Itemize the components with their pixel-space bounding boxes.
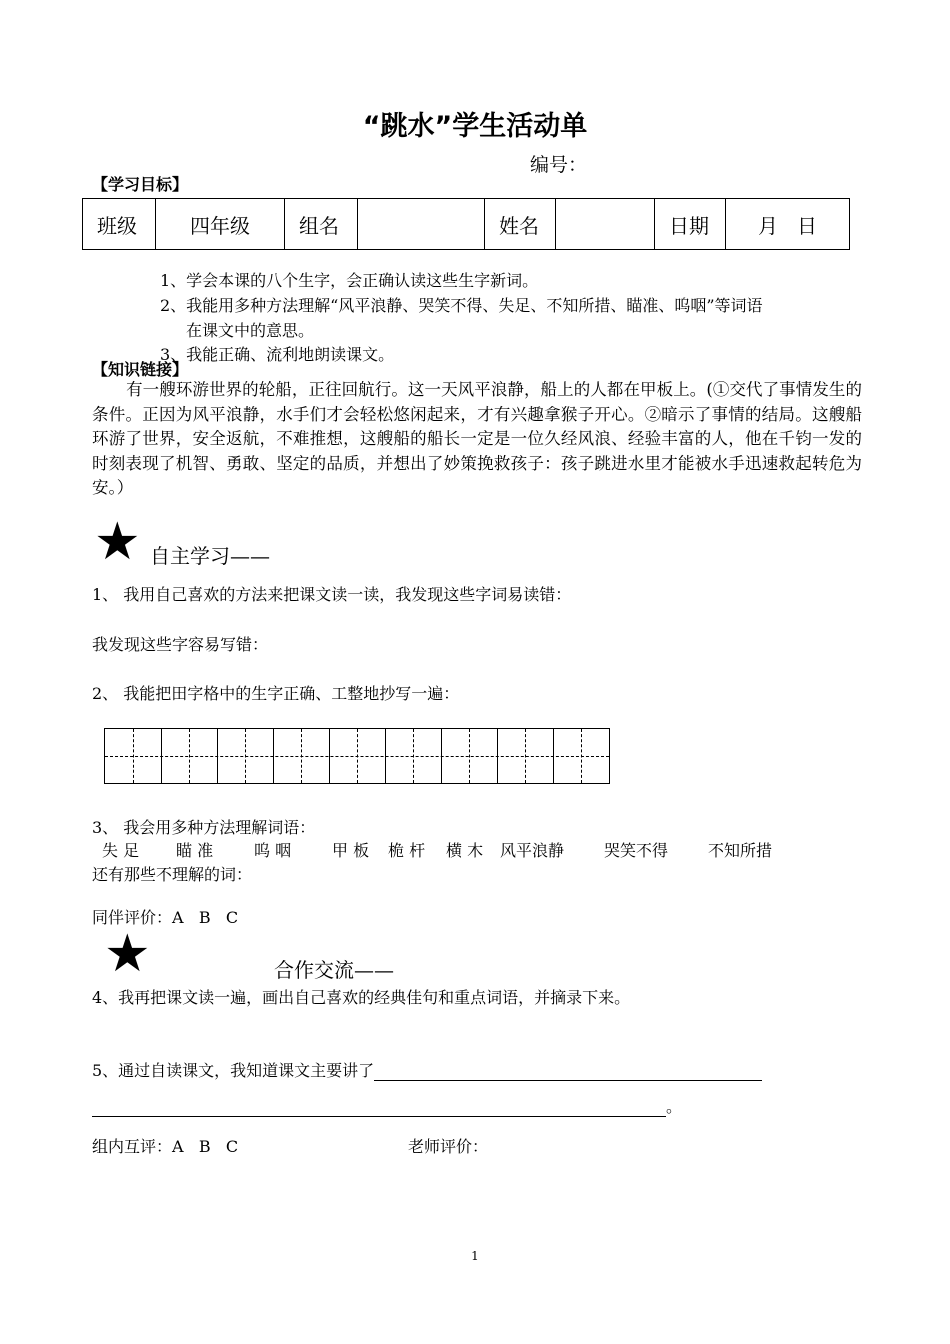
grid-line bbox=[497, 729, 498, 783]
grid-line bbox=[525, 729, 526, 783]
grid-line bbox=[133, 729, 134, 783]
info-table bbox=[82, 198, 850, 250]
knowledge-heading: 【知识链接】 bbox=[92, 360, 189, 379]
question-5-end: 。 bbox=[666, 1097, 683, 1116]
word-4: 甲 板 bbox=[332, 841, 370, 860]
grid-line bbox=[553, 729, 554, 783]
grid-line bbox=[413, 729, 414, 783]
group-evaluation: 组内互评：A B C bbox=[92, 1137, 239, 1156]
date-label: 日期 bbox=[655, 199, 726, 250]
self-study-heading: 自主学习—— bbox=[150, 544, 270, 568]
date-value-field[interactable]: 月 日 bbox=[726, 199, 850, 250]
word-2: 瞄 准 bbox=[176, 841, 214, 860]
word-1: 失 足 bbox=[102, 841, 140, 860]
question-4: 4、我再把课文读一遍，画出自己喜欢的经典佳句和重点词语，并摘录下来。 bbox=[92, 988, 631, 1007]
page-number: 1 bbox=[471, 1249, 479, 1263]
grid-line bbox=[273, 729, 274, 783]
grid-line bbox=[245, 729, 246, 783]
tianzige-grid[interactable] bbox=[104, 728, 610, 784]
grid-line bbox=[385, 729, 386, 783]
grid-line bbox=[469, 729, 470, 783]
class-label: 班级 bbox=[83, 199, 156, 250]
question-1: 1、 我用自己喜欢的方法来把课文读一读，我发现这些字词易读错： bbox=[92, 585, 572, 604]
goals-heading: 【学习目标】 bbox=[92, 175, 189, 194]
question-5-text: 5、通过自读课文，我知道课文主要讲了 bbox=[92, 1061, 375, 1080]
star-icon: ★ bbox=[94, 512, 141, 572]
peer-evaluation: 同伴评价：A B C bbox=[92, 908, 239, 927]
grid-line bbox=[441, 729, 442, 783]
goal-item-3: 3、我能正确、流利地朗读课文。 bbox=[160, 345, 395, 364]
word-8: 哭笑不得 bbox=[604, 841, 669, 860]
star-icon: ★ bbox=[104, 924, 151, 984]
question-5 bbox=[92, 1058, 762, 1081]
grid-line bbox=[161, 729, 162, 783]
grid-line bbox=[217, 729, 218, 783]
class-value: 四年级 bbox=[156, 199, 285, 250]
group-label: 组名 bbox=[285, 199, 358, 250]
name-label: 姓名 bbox=[485, 199, 556, 250]
cooperation-heading: 合作交流—— bbox=[274, 958, 394, 982]
goal-item-2-cont: 在课文中的意思。 bbox=[186, 321, 315, 340]
teacher-evaluation: 老师评价： bbox=[408, 1137, 489, 1156]
goal-item-2: 2、我能用多种方法理解“风平浪静、哭笑不得、失足、不知所措、瞄准、呜咽”等词语 bbox=[160, 296, 763, 315]
question-5-cont bbox=[92, 1094, 682, 1117]
question-3b: 还有那些不理解的词： bbox=[92, 865, 253, 884]
grid-line bbox=[189, 729, 190, 783]
grid-line bbox=[357, 729, 358, 783]
name-value-field[interactable] bbox=[556, 199, 655, 250]
word-9: 不知所措 bbox=[708, 841, 773, 860]
question-3: 3、 我会用多种方法理解词语： bbox=[92, 818, 316, 837]
word-7: 风平浪静 bbox=[500, 841, 565, 860]
question-1b: 我发现这些字容易写错： bbox=[92, 635, 269, 654]
answer-line-1[interactable] bbox=[374, 1062, 762, 1081]
question-2: 2、 我能把田字格中的生字正确、工整地抄写一遍： bbox=[92, 684, 460, 703]
word-5: 桅 杆 bbox=[388, 841, 426, 860]
knowledge-paragraph: 有一艘环游世界的轮船，正往回航行。这一天风平浪静，船上的人都在甲板上。(①交代了事情发生的条件。正因为风平浪静，水手们才会轻松悠闲起来，才有兴趣拿猴子开心。②暗示了事情的结局。这艘船环游了世界，安全返航，不难推想，这艘船的船长一定是一位久经风浪、经验丰富的人，他在千钧一发的时刻表现了机智、勇敢、坚定的品质，并想出了妙策挽救孩子：孩子跳进水里才能被水手迅速救起转危为安。） bbox=[92, 380, 862, 497]
word-3: 呜 咽 bbox=[254, 841, 292, 860]
grid-line bbox=[329, 729, 330, 783]
grid-line bbox=[581, 729, 582, 783]
page-title: “跳水”学生活动单 bbox=[362, 111, 588, 142]
number-label: 编号： bbox=[530, 154, 588, 176]
group-value-field[interactable] bbox=[358, 199, 485, 250]
goal-item-1: 1、学会本课的八个生字，会正确认读这些生字新词。 bbox=[160, 271, 539, 290]
answer-line-2[interactable] bbox=[92, 1098, 666, 1117]
word-6: 横 木 bbox=[446, 841, 484, 860]
grid-line bbox=[301, 729, 302, 783]
